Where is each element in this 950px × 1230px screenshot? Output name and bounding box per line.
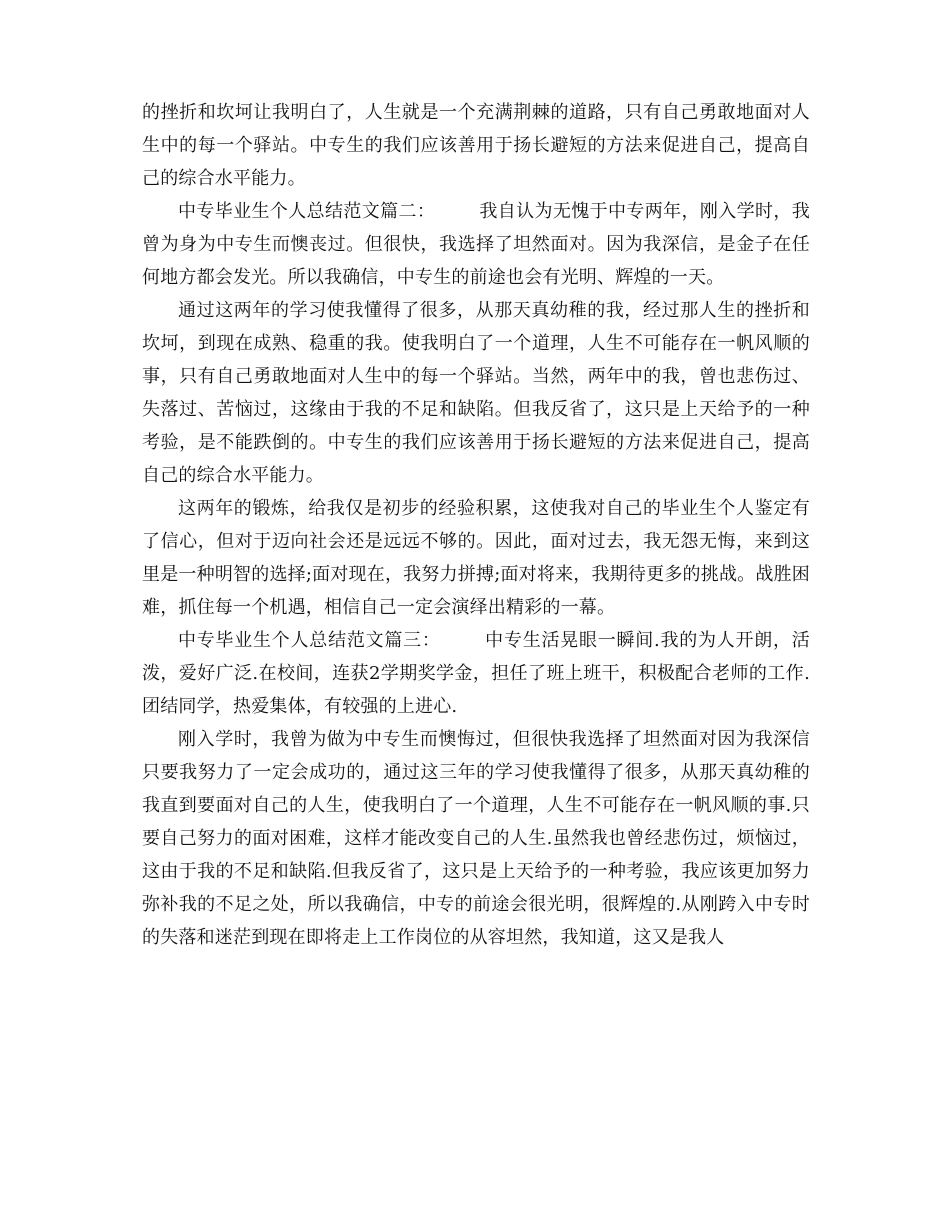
paragraph-6-text: 刚入学时，我曾为做为中专生而懊悔过，但很快我选择了坦然面对因为我深信只要我努力了一定会成功的，通过这三年的学习使我懂得了很多，从那天真幼稚的我直到要面对自己的人生，使我明白了一个道理，人生不可能存在一帆风顺的事.只要自己努力的面对困难，这样才能改变自己的人生.虽然我也曾经悲伤过，烦恼过，这由于我的不足和缺陷.但我反省了，这只是上天给予的一种考验，我应该更加努力弥补我的不足之处，所以我确信，中专的前途会很光明，很辉煌的.从刚跨入中专时的失落和迷茫到现在即将走上工作岗位的从容坦然，我知道，这又是我人 bbox=[142, 729, 810, 948]
paragraph-3-text: 通过这两年的学习使我懂得了很多，从那天真幼稚的我，经过那人生的挫折和坎坷，到现在成熟、稳重的我。使我明白了一个道理，人生不可能存在一帆风顺的事，只有自己勇敢地面对人生中的每一个驿站。当然，两年中的我，曾也悲伤过、失落过、苦恼过，这缘由于我的不足和缺陷。但我反省了，这只是上天给予的一种考验，是不能跌倒的。中专生的我们应该善用于扬长避短的方法来促进自己，提高自己的综合水平能力。 bbox=[142, 300, 810, 486]
paragraph-1 bbox=[142, 96, 810, 195]
paragraph-5 bbox=[142, 624, 810, 723]
paragraph-1-text: 的挫折和坎坷让我明白了，人生就是一个充满荆棘的道路，只有自己勇敢地面对人生中的每一个驿站。中专生的我们应该善用于扬长避短的方法来促进自己，提高自己的综合水平能力。 bbox=[142, 102, 810, 189]
paragraph-4 bbox=[142, 492, 810, 624]
document-body bbox=[142, 96, 810, 954]
paragraph-2 bbox=[142, 195, 810, 294]
section-heading-3: 中专毕业生个人总结范文篇三： bbox=[178, 630, 441, 651]
paragraph-5-text: 中专生活晃眼一瞬间.我的为人开朗，活泼，爱好广泛.在校间，连获2学期奖学金，担任了班上班干，积极配合老师的工作.团结同学，热爱集体，有较强的上进心. bbox=[142, 630, 810, 717]
section-heading-2: 中专毕业生个人总结范文篇二： bbox=[178, 201, 436, 222]
paragraph-2-text: 我自认为无愧于中专两年，刚入学时，我曾为身为中专生而懊丧过。但很快，我选择了坦然面对。因为我深信，是金子在任何地方都会发光。所以我确信，中专生的前途也会有光明、辉煌的一天。 bbox=[142, 201, 810, 288]
paragraph-6 bbox=[142, 723, 810, 954]
paragraph-4-text: 这两年的锻炼，给我仅是初步的经验积累，这使我对自己的毕业生个人鉴定有了信心，但对于迈向社会还是远远不够的。因此，面对过去，我无怨无悔，来到这里是一种明智的选择;面对现在，我努力拼搏;面对将来，我期待更多的挑战。战胜困难，抓住每一个机遇，相信自己一定会演绎出精彩的一幕。 bbox=[142, 498, 810, 618]
paragraph-3 bbox=[142, 294, 810, 492]
